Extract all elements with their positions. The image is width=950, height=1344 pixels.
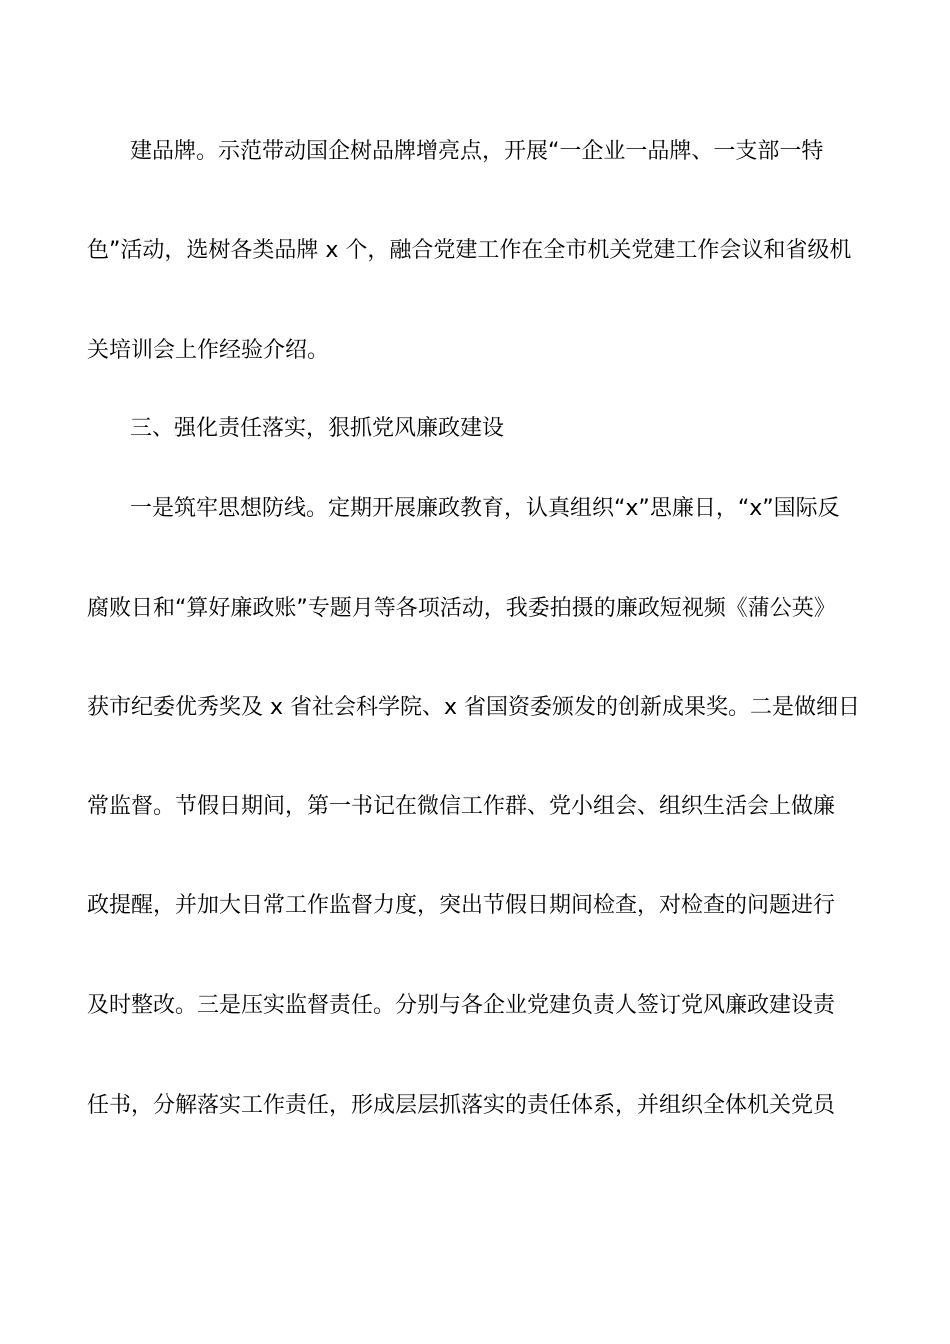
paragraph-line-5: 腐败日和“算好廉政账”专题月等各项活动，我委拍摄的廉政短视频《蒲公英》 (87, 596, 836, 621)
paragraph-line-7: 常监督。节假日期间，第一书记在微信工作群、党小组会、组织生活会上做廉 (87, 794, 836, 819)
section-heading: 三、强化责任落实，狠抓党风廉政建设 (130, 416, 505, 441)
paragraph-line-6: 获市纪委优秀奖及 x 省社会科学院、x 省国资委颁发的创新成果奖。二是做细日 (87, 695, 861, 720)
paragraph-line-1: 建品牌。示范带动国企树品牌增亮点，开展“一企业一品牌、一支部一特 (130, 139, 824, 164)
paragraph-line-10: 任书，分解落实工作责任，形成层层抓落实的责任体系，并组织全体机关党员 (87, 1093, 836, 1118)
paragraph-line-3: 关培训会上作经验介绍。 (87, 338, 330, 363)
paragraph-line-4: 一是筑牢思想防线。定期开展廉政教育，认真组织“x”思廉日，“x”国际反 (130, 496, 840, 521)
paragraph-line-2: 色”活动，选树各类品牌 x 个，融合党建工作在全市机关党建工作会议和省级机 (87, 238, 852, 263)
paragraph-line-9: 及时整改。三是压实监督责任。分别与各企业党建负责人签订党风廉政建设责 (87, 993, 836, 1018)
paragraph-line-8: 政提醒，并加大日常工作监督力度，突出节假日期间检查，对检查的问题进行 (87, 893, 836, 918)
